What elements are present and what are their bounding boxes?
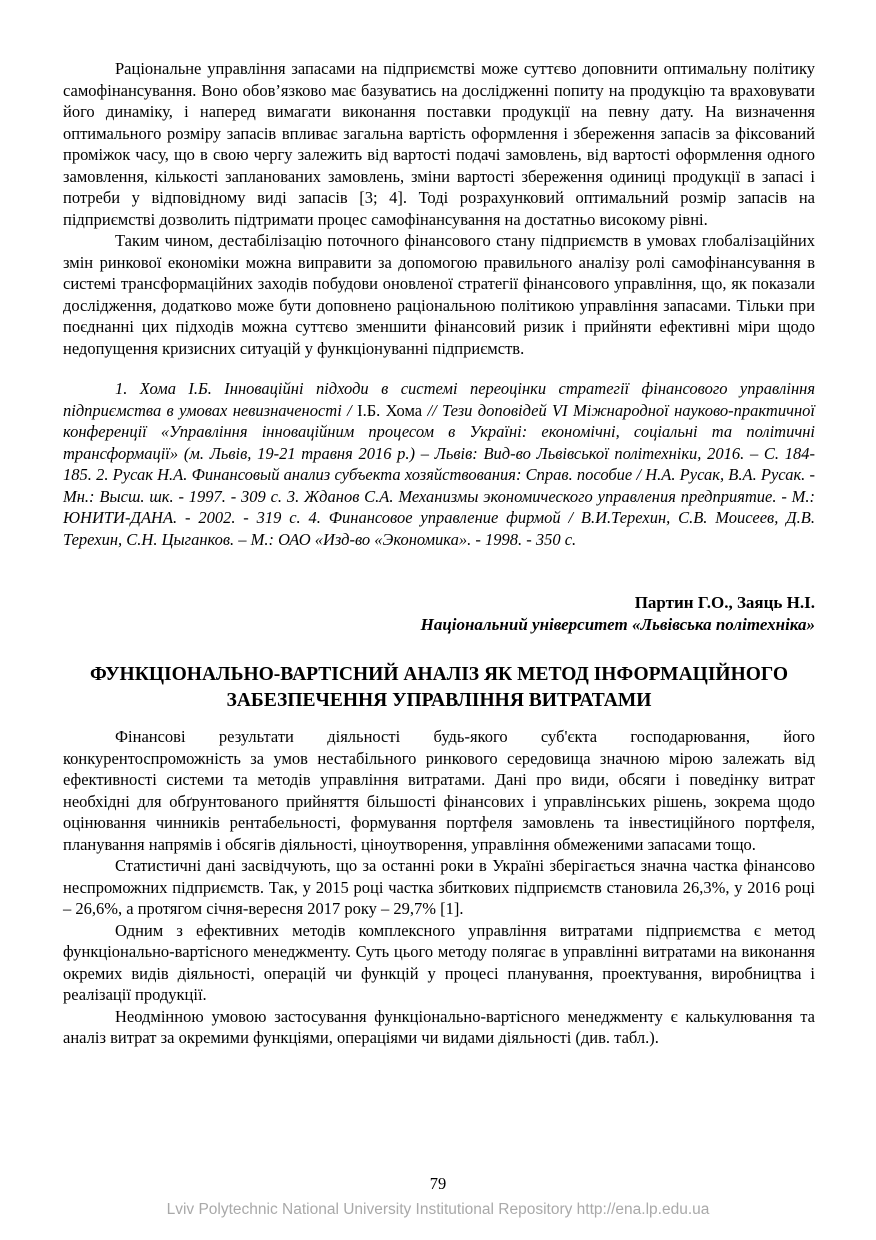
affiliation-line: Національний університет «Львівська політехніка» bbox=[420, 615, 815, 634]
references-section bbox=[63, 378, 815, 550]
intro-paragraph: Таким чином, дестабілізацію поточного фінансового стану підприємств в умовах глобалізаційних змін ринкової економіки можна виправити за допомогою правильного аналізу ролі самофінансування в системі трансформаційних заходів побудови оновленої стратегії фінансового управління, що, як показали дослідження, додатково може бути доповнено раціональною політикою управління запасами. Тільки при поєднанні цих підходів можна суттєво зменшити фінансовий ризик і прийняти ефективні міри щодо недопущення кризисних ситуацій у функціонуванні підприємств. bbox=[63, 231, 815, 358]
article-title: ФУНКЦІОНАЛЬНО-ВАРТІСНИЙ АНАЛІЗ ЯК МЕТОД ІНФОРМАЦІЙНОГО ЗАБЕЗПЕЧЕННЯ УПРАВЛІННЯ ВИТРАТАМИ bbox=[89, 664, 789, 711]
intro-paragraph: Раціональне управління запасами на підприємстві може суттєво доповнити оптимальну політику самофінансування. Воно обов’язково має базуватись на дослідженні попиту на продукцію та враховувати його динаміку, і наперед вимагати виконання поставки продукції на певну дату. На визначення оптимального розміру запасів впливає загальна вартість оформлення і збереження запасів за фіксований проміжок часу, що в свою чергу залежить від вартості подачі замовлень, від вартості оформлення одного замовлення, кількості запланованих замовлень, зміни вартості збереження одиниці продукції в запасі і потреби у відповідному виді запасів [3; 4]. Тоді розрахунковий оптимальний розмір запасів на підприємстві дозволить підтримати процес самофінансування на достатньо високому рівні. bbox=[63, 59, 815, 229]
article-paragraph: Неодмінною умовою застосування функціонально-вартісного менеджменту є калькулювання та аналіз витрат за окремими функціями, операціями чи видами діяльності (див. табл.). bbox=[63, 1006, 815, 1047]
references-paragraph bbox=[63, 378, 815, 550]
page-number: 79 bbox=[429, 1174, 447, 1193]
references-text: // Тези доповідей VI Міжнародної науково-практичної конференції «Управління інноваційним процесом в Україні: економічні, соціальні та політичні трансформації» (м. Львів, 19-21 травня 2016 р.) – Львів: Вид-во Львівської політехніки, 2016. – С. 184-185. 2. Русак Н.А. Финансовый анализ субъекта хозяйствования: Справ. пособие / Н.А. Русак, В.А. Русак. - Мн.: Высш. шк. - 1997. - 309 с. 3. Жданов С.А. Механизмы экономического управления предприятие. - М.: ЮНИТИ-ДАНА. - 2002. - 319 с. 4. Финансовое управление фирмой / В.И.Терехин, С.В. Моисеев, Д.В. Терехин, С.Н. Цыганков. – М.: ОАО «Изд-во «Экономика». - 1998. - 350 с. bbox=[63, 400, 815, 549]
article-paragraph: Статистичні дані засвідчують, що за останні роки в Україні зберігається значна частка фінансово неспроможних підприємств. Так, у 2015 році частка збиткових підприємств становила 26,3%, у 2016 році – 26,6%, а протягом січня-вересня 2017 року – 29,7% [1]. bbox=[63, 856, 815, 918]
article-paragraph: Фінансові результати діяльності будь-якого суб'єкта господарювання, його конкурентоспроможність за умов нестабільного ринкового середовища значною мірою залежать від ефективності системи та методів управління витратами. Дані про види, обсяги і поведінку витрат необхідні для обґрунтованого прийняття більшості фінансових і управлінських рішень, зокрема щодо оцінювання чинників рентабельності, формування портфеля замовлень та інвестиційного портфеля, планування напрямів і обсягів діяльності, ціноутворення, управління обмеженими запасами тощо. bbox=[63, 727, 815, 854]
article-paragraph: Одним з ефективних методів комплексного управління витратами підприємства є метод функціонально-вартісного менеджменту. Суть цього методу полягає в управлінні витратами на виконання окремих видів діяльності, операцій чи функцій у процесі планування, проектування, виробництва і реалізації продукції. bbox=[63, 920, 815, 1004]
article-body bbox=[63, 726, 815, 1049]
authors-line: Партин Г.О., Заяць Н.І. bbox=[634, 593, 815, 612]
repository-footer: Lviv Polytechnic National University Institutional Repository http://ena.lp.edu.ua bbox=[166, 1201, 710, 1218]
references-author-upright: І.Б. Хома bbox=[357, 400, 423, 420]
references-text: 1. Хома І.Б. Інноваційні підходи в системі переоцінки стратегії фінансового управління підприємства в умовах невизначеності / bbox=[63, 379, 815, 420]
intro-section bbox=[63, 58, 815, 359]
